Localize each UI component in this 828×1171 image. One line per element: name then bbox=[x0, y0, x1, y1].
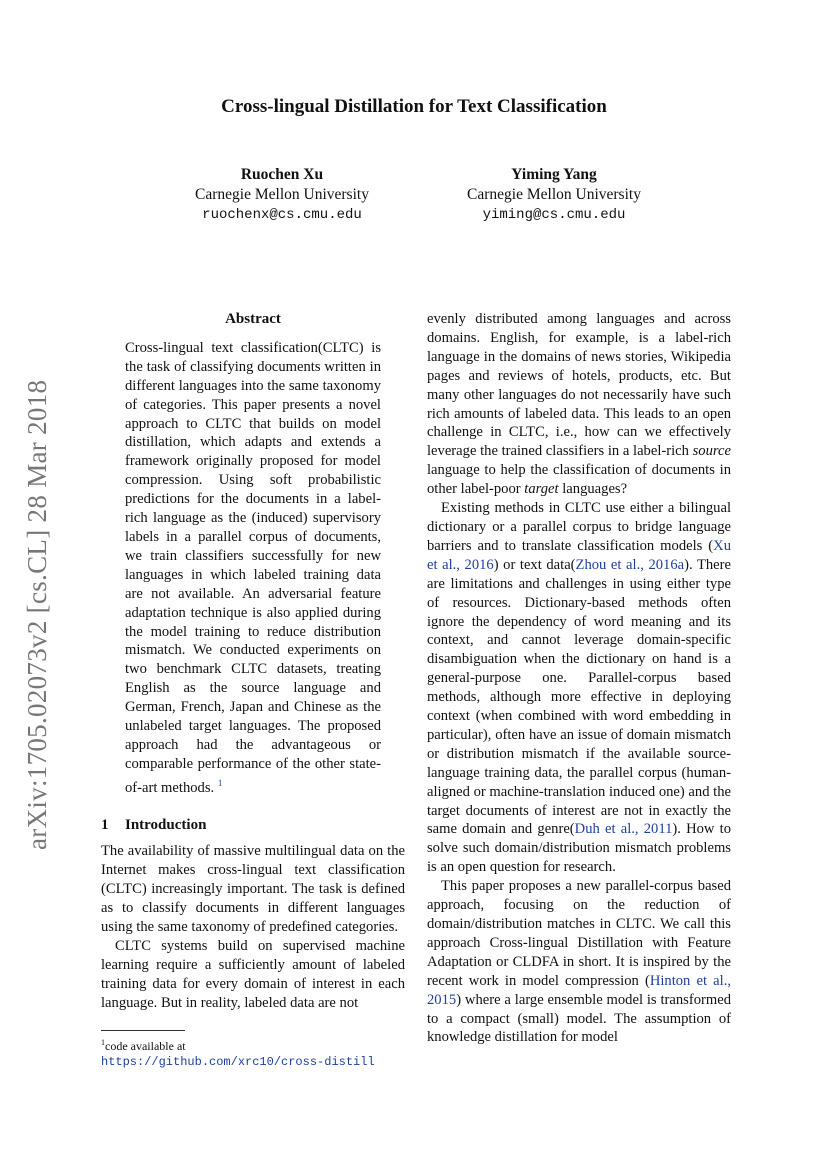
right-paragraph-3: This paper proposes a new parallel-corpus based approach, focusing on the reduction of domain/distribution matches in CLTC. We call this approach Cross-lingual Distillation with Feature Adaptation or CLDFA in short. It is inspired by the recent work in model compression (Hinton et al., 2015) where a large ensemble model is transformed to a compact (small) model. The assumption of knowledge distillation for model bbox=[427, 878, 731, 1046]
abstract-text: Cross-lingual text classification(CLTC) is the task of classifying documents written in different languages into the same taxonomy of categories. This paper presents a novel approach to CLTC that builds on model distillation, which adapts and extends a framework originally proposed for model compression. Using soft probabilistic predictions for the documents in a label-rich language as the (induced) supervisory labels in a parallel corpus of documents, we train classifiers successfully for new languages in which labeled training data are not available. An adversarial feature adaptation technique is also applied during the model training to reduce distribution mismatch. We conducted experiments on two benchmark CLTC datasets, treating English as the source language and German, French, Japan and Chinese as the unlabeled target languages. The proposed approach had the advantageous or comparable performance of the other state-of-art methods. $^1$ bbox=[125, 339, 381, 796]
footnote-divider bbox=[101, 1030, 185, 1031]
right-column bbox=[427, 310, 731, 1047]
author-email: ruochenx@cs.cmu.edu bbox=[202, 207, 362, 223]
author-name: Yiming Yang bbox=[511, 166, 597, 183]
citation-link[interactable]: Zhou et al., 2016a bbox=[575, 556, 685, 573]
footnote-link[interactable]: https://github.com/xrc10/cross-distill bbox=[101, 1055, 375, 1069]
section-heading-introduction bbox=[101, 816, 405, 835]
section-number: 1 bbox=[101, 816, 109, 833]
author-affiliation: Carnegie Mellon University bbox=[467, 186, 641, 203]
citation-link[interactable]: Duh et al., 2011 bbox=[574, 821, 673, 838]
section-title: Introduction bbox=[125, 816, 207, 833]
paper-title: Cross-lingual Distillation for Text Classification bbox=[221, 96, 607, 117]
author-affiliation: Carnegie Mellon University bbox=[195, 186, 369, 203]
right-paragraph-2: Existing methods in CLTC use either a bilingual dictionary or a parallel corpus to bridge language barriers and to translate classification models (Xu et al., 2016) or text data(Zhou et al., 2016a). There are limitations and challenges in using either type of resources. Dictionary-based methods often ignore the dependency of word meaning and its context, and cannot leverage domain-specific disambiguation when the dictionary on hand is a general-purpose one. Parallel-corpus based methods, although more effective in deploying context (when combined with word embedding in particular), often have an issue of domain mismatch or distribution mismatch if the available source-language training data, the parallel corpus (human-aligned or machine-translation induced one) and the target documents of interest are not in exactly the same domain and genre(Duh et al., 2011). How to solve such domain/distribution mismatch problems is an open question for research. bbox=[427, 500, 731, 876]
footnote bbox=[101, 1035, 405, 1070]
author-name: Ruochen Xu bbox=[240, 166, 324, 183]
footnote-mark: 1 bbox=[101, 1038, 105, 1047]
intro-paragraph-2: CLTC systems build on supervised machine learning require a sufficiently amount of labeled training data for every domain of interest in each language. But in reality, labeled data are not bbox=[101, 937, 405, 1011]
author-email: yiming@cs.cmu.edu bbox=[482, 207, 626, 223]
left-column bbox=[101, 310, 405, 1013]
footnote-marker[interactable]: 1 bbox=[217, 777, 223, 788]
abstract-heading: Abstract bbox=[225, 311, 281, 327]
footnote-text: code available at bbox=[105, 1039, 186, 1053]
author-block-1 bbox=[132, 165, 432, 225]
arxiv-identifier: arXiv:1705.02073v2 [cs.CL] 28 Mar 2018 bbox=[22, 379, 52, 850]
author-block-2 bbox=[404, 165, 704, 225]
citation-link[interactable]: Xu et al., 2016 bbox=[427, 537, 731, 573]
citation-link[interactable]: Hinton et al., 2015 bbox=[427, 972, 731, 1008]
intro-paragraph-1: The availability of massive multilingual data on the Internet makes cross-lingual text classification (CLTC) increasingly important. The task is defined as to classify documents in different languages using the same taxonomy of predefined categories. bbox=[101, 843, 405, 936]
right-paragraph-1: evenly distributed among languages and across domains. English, for example, is a label-rich language in the domains of news stories, Wikipedia pages and reviews of hotels, products, etc. But many other languages do not necessarily have such rich amounts of labeled data. This leads to an open challenge in CLTC, i.e., how can we effectively leverage the trained classifiers in a label-rich source language to help the classification of documents in other label-poor target languages? bbox=[427, 311, 731, 498]
